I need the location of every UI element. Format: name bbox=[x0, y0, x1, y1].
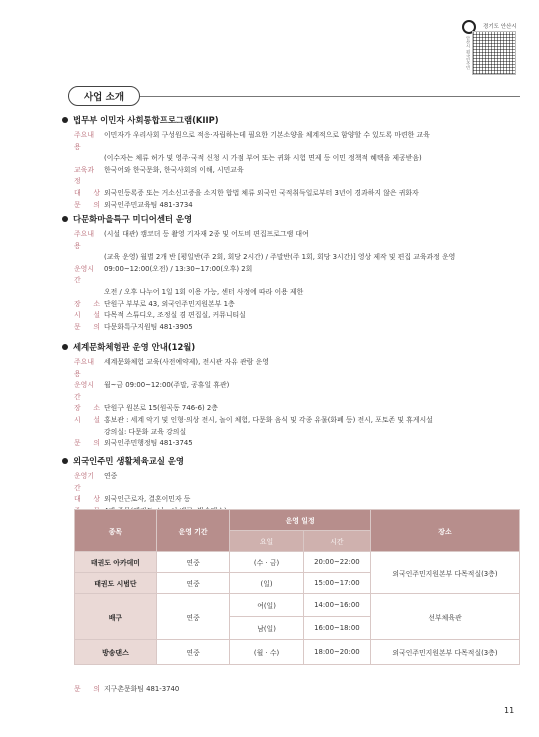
sports-class-title: 외국인주민 생활체육교실 운영 bbox=[73, 456, 185, 466]
col-header-time: 시간 bbox=[303, 531, 370, 552]
col-header-period: 운영 기간 bbox=[156, 510, 229, 552]
info-row: 대 상 외국인근로자, 결혼이민자 등 bbox=[74, 495, 191, 504]
city-name: 경기도 안산시 bbox=[483, 24, 517, 30]
info-row: 운영기간 연중 bbox=[74, 472, 118, 492]
info-row: 장 소 단원구 원본로 15(원곡동 746-6) 2층 bbox=[74, 404, 218, 413]
sports-contact: 문 의 지구촌문화팀 481-3740 bbox=[74, 685, 180, 693]
section-title: 사업 소개 bbox=[68, 86, 140, 106]
bullet-icon bbox=[62, 117, 68, 123]
info-row: 장 소 단원구 부부로 43, 외국인주민지원본부 1층 bbox=[74, 299, 235, 308]
info-row: 문 의 다문화특구지원팀 481-3905 bbox=[74, 322, 193, 331]
info-row: 문 의 외국인주민행정팀 481-3745 bbox=[74, 439, 193, 448]
col-header-day: 요일 bbox=[230, 531, 303, 552]
info-row: 대 상 외국인등록증 또는 거소신고증을 소지한 합법 체류 외국인 국적취득일로부터 3년이 경과하지 않은 귀화자 bbox=[74, 188, 419, 197]
info-row: 운영시간 월~금 09:00~12:00(주말, 공휴일 휴관) bbox=[74, 381, 230, 401]
bullet-icon bbox=[62, 344, 68, 350]
table-row: 태권도 아카데미 연중 (수 · 금) 20:00~22:00 외국인주민지원본부 다목적실(3층) bbox=[75, 552, 520, 573]
table-row: 방송댄스 연중 (월 · 수) 18:00~20:00 외국인주민지원본부 다목적실(3층) bbox=[75, 640, 520, 665]
page-number: 11 bbox=[504, 706, 515, 715]
info-row: 운영시간 09:00~12:00(오전) / 13:30~17:00(오후) 2회 bbox=[74, 264, 253, 285]
table-row: 배구 연중 여(일) 14:00~16:00 선부체육관 bbox=[75, 594, 520, 617]
col-header-event: 종목 bbox=[75, 510, 157, 552]
bullet-icon bbox=[62, 216, 68, 222]
world-culture-title: 세계문화체험관 운영 안내(12월) bbox=[73, 342, 196, 352]
info-row: 주요내용 세계문화체험 교육(사전예약제), 전시관 자유 관람 운영 bbox=[74, 358, 269, 378]
bullet-icon bbox=[62, 458, 68, 464]
section-world-culture: 세계문화체험관 운영 안내(12월) 주요내용 세계문화체험 교육(사전예약제), 전시관 자유 관람 운영 운영시간 월~금 09:00~12:00(주말, 공휴일 휴관) 장 소 단원구 원본로 15(원곡동 746-6) 2층 시 설 홍보관 : 세계 악기 및 인형·의상 전시, 놀이 체험, 다문화 음식 및 각종 유물(화폐 등) 전시, 포토존 및 휴게시설 강의실: 다문화 교육 강의실 문 의 외국인주민행정팀 481-3745 bbox=[62, 341, 522, 450]
logo-vertical-text: 안산시 외국인주민 bbox=[466, 36, 471, 70]
qr-code-icon[interactable] bbox=[472, 31, 516, 75]
col-header-schedule: 운영 일정 bbox=[230, 510, 371, 531]
info-row: 교육과정 한국어와 한국문화, 한국사회의 이해, 시민교육 bbox=[74, 165, 244, 186]
info-row: 문 의 외국인주민교육팀 481-3734 bbox=[74, 200, 193, 209]
table-row: 태권도 시범단 연중 (일) 15:00~17:00 bbox=[75, 573, 520, 594]
info-row: 주요내용 (시설 대관) 캠코더 등 촬영 기자재 2종 및 어도비 편집프로그램 대여 bbox=[74, 230, 309, 250]
info-row: 시 설 홍보관 : 세계 악기 및 인형·의상 전시, 놀이 체험, 다문화 음식 및 각종 유물(화폐 등) 전시, 포토존 및 휴게시설 bbox=[74, 415, 433, 424]
schedule-table bbox=[74, 509, 520, 665]
kiip-title: 법무부 이민자 사회통합프로그램(KIIP) bbox=[73, 115, 219, 125]
col-header-place: 장소 bbox=[370, 510, 519, 552]
table-row: 남(일) 16:00~18:00 bbox=[75, 617, 520, 640]
info-row: 시 설 다목적 스튜디오, 조정실 겸 편집실, 커뮤니티실 bbox=[74, 311, 246, 320]
media-center-title: 다문화마을특구 미디어센터 운영 bbox=[73, 214, 193, 224]
section-kiip: 법무부 이민자 사회통합프로그램(KIIP) 주요내용 이민자가 우리사회 구성원으로 적응·자립하는데 필요한 기본소양을 체계적으로 함양할 수 있도록 마련한 교육 (이수자는 체류 허가 및 영주·국적 신청 시 가점 부여 또는 귀화 시험 면제 등 이민 정책적 혜택을 제공받음) 교육과정 한국어와 한국문화, 한국사회의 이해, 시민교육 대 상 외국인등록증 또는 거소신고증을 소지한 합법 체류 외국인 국적취득일로부터 3년이 경과하지 않은 귀화자 문 의 외국인주민교육팀 481-3734 bbox=[62, 114, 522, 211]
section-media-center: 다문화마을특구 미디어센터 운영 주요내용 (시설 대관) 캠코더 등 촬영 기자재 2종 및 어도비 편집프로그램 대여 (교육 운영) 월별 2개 반 [평일반(주 2회, 회당 2시간) / 주말반(주 1회, 회당 3시간)] 영상 제작 및 편집 교육과정 운영 운영시간 09:00~12:00(오전) / 13:30~17:00(오후) 2회 오전 / 오후 나누어 1일 1회 이용 가능, 센터 사정에 따라 이용 제한 장 소 단원구 부부로 43, 외국인주민지원본부 1층 시 설 다목적 스튜디오, 조정실 겸 편집실, 커뮤니티실 문 의 다문화특구지원팀 481-3905 bbox=[62, 213, 522, 333]
info-row: 주요내용 이민자가 우리사회 구성원으로 적응·자립하는데 필요한 기본소양을 체계적으로 함양할 수 있도록 마련한 교육 bbox=[74, 131, 430, 151]
